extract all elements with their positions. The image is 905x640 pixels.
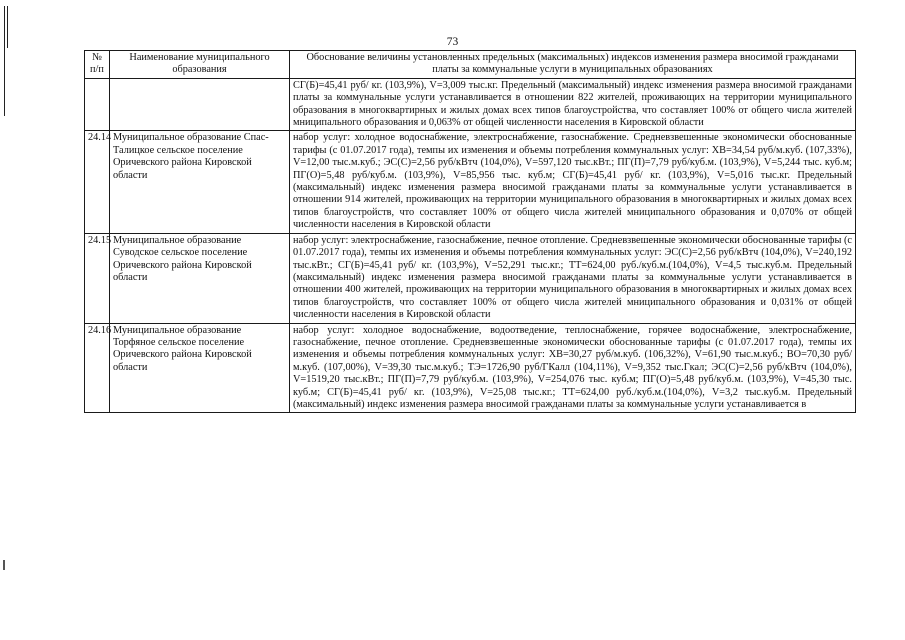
table-row — [85, 131, 856, 233]
header-number: № п/п — [85, 51, 110, 79]
margin-mark — [3, 560, 5, 570]
row-number: 24.15 — [85, 233, 110, 323]
row-justification: набор услуг: холодное водоснабжение, водоотведение, теплоснабжение, горячее водоснабжение, электроснабжение, газоснабжение, печное отопление. Средневзвешенные экономически обоснованные тарифы (с 01.07.2017 года), темпы их изменения и объемы потребления коммунальных услуг: ХВ=30,27 руб/м.куб. (106,32%), V=61,90 тыс.м.куб.; ВО=70,30 руб/м.куб. (107,00%), V=39,30 тыс.м.куб.; ТЭ=1726,90 руб/ГКалл (104,11%), V=9,352 тыс.Гкал; ЭС(С)=2,56 руб/кВтч (104,0%), V=1519,20 тыс.кВт.; ПГ(П)=7,79 руб/куб.м. (103,9%), V=254,076 тыс. куб.м; ПГ(О)=5,48 руб/куб.м. (103,9%), V=45,30 тыс. куб.м; СГ(Б)=45,41 руб/ кг. (103,9%), V=25,08 тыс.кг.; ТТ=624,00 руб./куб.м.(104,0%), V=3,2 тыс.куб.м. Предельный (максимальный) индекс изменения размера вносимой гражданами платы за коммунальные услуги устанавливается в — [290, 323, 856, 413]
tariff-index-table — [84, 50, 856, 413]
table-row — [85, 323, 856, 413]
row-justification: СГ(Б)=45,41 руб/ кг. (103,9%), V=3,009 тыс.кг. Предельный (максимальный) индекс изменения размера вносимой гражданами платы за коммунальные услуги устанавливается в отношении 822 жителей, проживающих на территории муниципального образования в многоквартирных и жилых домах всех типов благоустройства, что составляет 100% от общего числа жителей мниципального образования и 0,063% от общей численности населения в Кировской области — [290, 78, 856, 131]
page-number: 73 — [446, 36, 459, 48]
row-justification: набор услуг: электроснабжение, газоснабжение, печное отопление. Средневзвешенные экономически обоснованные тарифы (с 01.07.2017 года), темпы их изменения и объемы потребления коммунальных услуг: ЭС(С)=2,56 руб/кВтч (104,0%), V=240,192 тыс.кВт.; СГ(Б)=45,41 руб/ кг. (103,9%), V=52,291 тыс.кг.; ТТ=624,00 руб./куб.м.(104,0%), V=4,5 тыс.куб.м. Предельный (максимальный) индекс изменения размера вносимой гражданами платы за коммунальные услуги устанавливается в отношении 400 жителей, проживающих на территории муниципального образования в многоквартирных и жилых домах всех типов благоустройств, что составляет 100% от общего числа жителей мниципального образования и 0,031% от общей численности населения в Кировской области — [290, 233, 856, 323]
header-municipality: Наименование муниципального образования — [110, 51, 290, 79]
table-row — [85, 233, 856, 323]
row-municipality: Муниципальное образование Спас-Талицкое сельское поселение Оричевского района Кировской области — [110, 131, 290, 233]
row-number: 24.14 — [85, 131, 110, 233]
table-row — [85, 78, 856, 131]
row-number: 24.16 — [85, 323, 110, 413]
row-justification: набор услуг: холодное водоснабжение, электроснабжение, газоснабжение. Средневзвешенные экономически обоснованные тарифы (с 01.07.2017 года), темпы их изменения и объемы потребления коммунальных услуг: ХВ=34,54 руб/м.куб. (107,33%), V=12,00 тыс.м.куб.; ЭС(С)=2,56 руб/кВтч (104,0%), V=597,120 тыс.кВт.; ПГ(П)=7,79 руб/куб.м. (103,9%), V=5,244 тыс. куб.м; ПГ(О)=5,48 руб/куб.м. (103,9%), V=85,956 тыс. куб.м; СГ(Б)=45,41 руб/ кг. (103,9%), V=5,016 тыс.кг. Предельный (максимальный) индекс изменения размера вносимой гражданами платы за коммунальные услуги устанавливается в отношении 914 жителей, проживающих на территории муниципального образования в многоквартирных и жилых домах всех типов благоустройств, что составляет 100% от общего числа жителей мниципального образования и 0,070% от общей численности населения в Кировской области — [290, 131, 856, 233]
row-municipality — [110, 78, 290, 131]
header-justification: Обоснование величины установленных предельных (максимальных) индексов изменения размера вносимой гражданами платы за коммунальные услуги в муниципальных образованиях — [290, 51, 856, 79]
binding-margin-line — [4, 6, 5, 116]
table-header-row — [85, 51, 856, 79]
row-municipality: Муниципальное образование Суводское сельское поселение Оричевского района Кировской области — [110, 233, 290, 323]
row-number — [85, 78, 110, 131]
row-municipality: Муниципальное образование Торфяное сельское поселение Оричевского района Кировской области — [110, 323, 290, 413]
